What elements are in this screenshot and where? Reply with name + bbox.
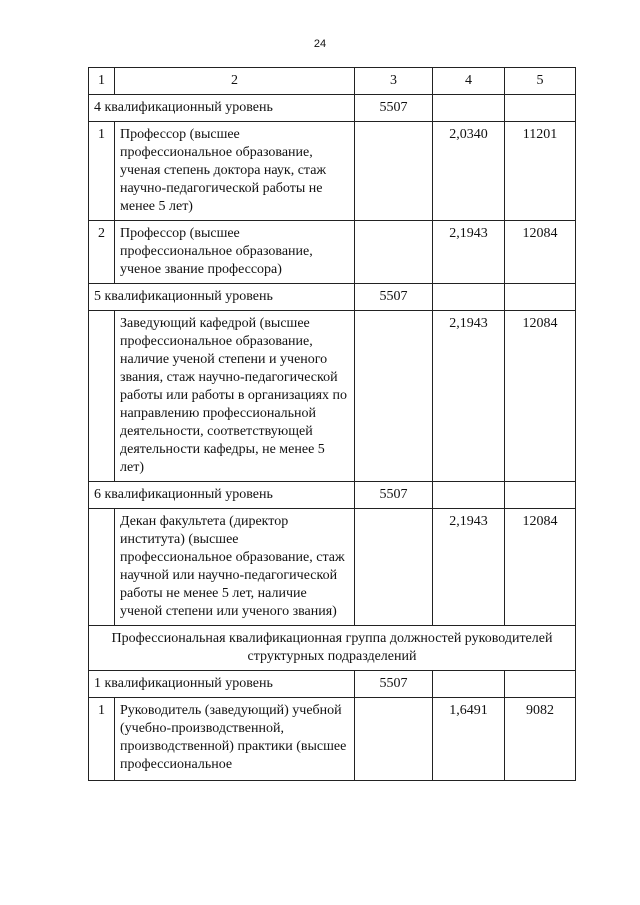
level-base-salary: 5507 bbox=[355, 284, 433, 311]
position-row bbox=[89, 221, 576, 284]
level-label: 5 квалификационный уровень bbox=[89, 284, 355, 311]
group-label: Профессиональная квалификационная группа должностей руководителей структурных подразделений bbox=[89, 626, 576, 671]
qualification-level-row bbox=[89, 95, 576, 122]
position-number: 1 bbox=[89, 698, 115, 781]
position-salary: 11201 bbox=[505, 122, 576, 221]
position-row bbox=[89, 698, 576, 781]
position-empty-cell-3 bbox=[355, 311, 433, 482]
position-salary: 12084 bbox=[505, 509, 576, 626]
level-empty-cell-4 bbox=[433, 95, 505, 122]
level-base-salary: 5507 bbox=[355, 482, 433, 509]
level-label: 6 квалификационный уровень bbox=[89, 482, 355, 509]
level-empty-cell-5 bbox=[505, 284, 576, 311]
position-row bbox=[89, 509, 576, 626]
position-empty-cell-3 bbox=[355, 221, 433, 284]
position-salary: 12084 bbox=[505, 221, 576, 284]
position-coefficient: 2,0340 bbox=[433, 122, 505, 221]
qualification-level-row bbox=[89, 671, 576, 698]
position-empty-cell-3 bbox=[355, 509, 433, 626]
qualification-group-row bbox=[89, 626, 576, 671]
position-description: Профессор (высшее профессиональное образование, ученая степень доктора наук, стаж научно-педагогической работы не менее 5 лет) bbox=[115, 122, 355, 221]
level-empty-cell-4 bbox=[433, 671, 505, 698]
position-description: Профессор (высшее профессиональное образование, ученое звание профессора) bbox=[115, 221, 355, 284]
position-description: Декан факультета (директор института) (высшее профессиональное образование, стаж научной или научно-педагогической работы не менее 5 лет, наличие ученой степени или ученого звания) bbox=[115, 509, 355, 626]
position-coefficient: 2,1943 bbox=[433, 221, 505, 284]
position-number bbox=[89, 311, 115, 482]
level-empty-cell-5 bbox=[505, 95, 576, 122]
position-salary: 9082 bbox=[505, 698, 576, 781]
header-cell-3: 3 bbox=[355, 68, 433, 95]
position-number: 1 bbox=[89, 122, 115, 221]
position-salary: 12084 bbox=[505, 311, 576, 482]
position-number bbox=[89, 509, 115, 626]
page-number: 24 bbox=[313, 38, 327, 50]
position-description: Заведующий кафедрой (высшее профессиональное образование, наличие ученой степени и ученого звания, стаж научно-педагогической работы или работы в организациях по направлению профессиональной деятельности, соответствующей деятельности кафедры, не менее 5 лет) bbox=[115, 311, 355, 482]
position-coefficient: 2,1943 bbox=[433, 509, 505, 626]
table-body bbox=[89, 68, 576, 781]
level-empty-cell-5 bbox=[505, 482, 576, 509]
header-cell-4: 4 bbox=[433, 68, 505, 95]
position-coefficient: 1,6491 bbox=[433, 698, 505, 781]
position-coefficient: 2,1943 bbox=[433, 311, 505, 482]
qualification-table bbox=[88, 67, 576, 781]
header-cell-1: 1 bbox=[89, 68, 115, 95]
table-header-row bbox=[89, 68, 576, 95]
qualification-level-row bbox=[89, 284, 576, 311]
position-row bbox=[89, 122, 576, 221]
level-label: 1 квалификационный уровень bbox=[89, 671, 355, 698]
level-base-salary: 5507 bbox=[355, 95, 433, 122]
position-empty-cell-3 bbox=[355, 698, 433, 781]
level-empty-cell-4 bbox=[433, 482, 505, 509]
header-cell-5: 5 bbox=[505, 68, 576, 95]
header-cell-2: 2 bbox=[115, 68, 355, 95]
position-description: Руководитель (заведующий) учебной (учебно-производственной, производственной) практики (высшее профессиональное bbox=[115, 698, 355, 781]
position-row bbox=[89, 311, 576, 482]
qualification-level-row bbox=[89, 482, 576, 509]
level-label: 4 квалификационный уровень bbox=[89, 95, 355, 122]
position-empty-cell-3 bbox=[355, 122, 433, 221]
level-empty-cell-5 bbox=[505, 671, 576, 698]
level-base-salary: 5507 bbox=[355, 671, 433, 698]
level-empty-cell-4 bbox=[433, 284, 505, 311]
position-number: 2 bbox=[89, 221, 115, 284]
